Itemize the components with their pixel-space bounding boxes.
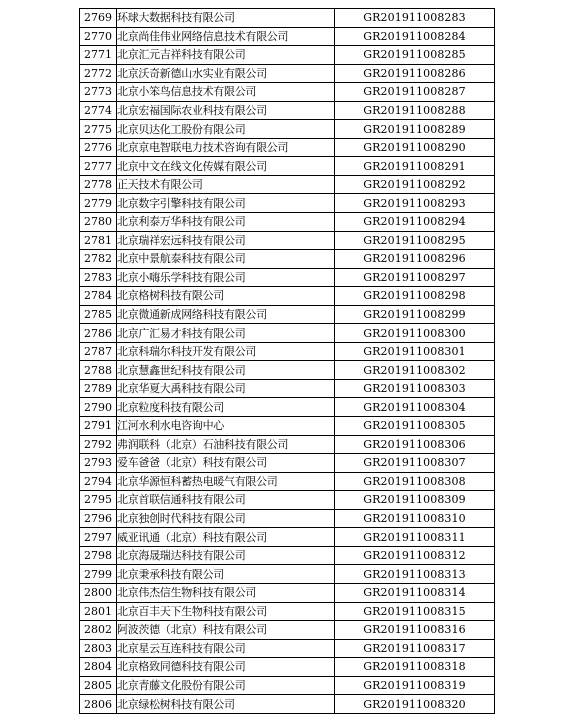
certificate-number: GR201911008312: [335, 546, 495, 565]
certificate-number: GR201911008298: [335, 287, 495, 306]
row-number: 2797: [80, 528, 117, 547]
table-row: [80, 565, 495, 584]
row-number: 2806: [80, 695, 117, 714]
company-name: 弗润联科（北京）石油科技有限公司: [117, 435, 335, 454]
table-row: [80, 509, 495, 528]
company-name: 北京格致同德科技有限公司: [117, 658, 335, 677]
table-row: [80, 398, 495, 417]
company-name: 北京秉承科技有限公司: [117, 565, 335, 584]
row-number: 2795: [80, 491, 117, 510]
certificate-number: GR201911008303: [335, 379, 495, 398]
table-row: [80, 528, 495, 547]
company-name: 北京华夏大禹科技有限公司: [117, 379, 335, 398]
company-name: 北京瑞祥宏远科技有限公司: [117, 231, 335, 250]
table-row: [80, 472, 495, 491]
certificate-number: GR201911008317: [335, 639, 495, 658]
certificate-number: GR201911008292: [335, 175, 495, 194]
certificate-number: GR201911008295: [335, 231, 495, 250]
certificate-number: GR201911008311: [335, 528, 495, 547]
table-row: [80, 194, 495, 213]
certificate-number: GR201911008301: [335, 342, 495, 361]
company-name: 阿波茨德（北京）科技有限公司: [117, 621, 335, 640]
table-row: [80, 639, 495, 658]
table-row: [80, 583, 495, 602]
company-name: 北京华源恒科蓄热电暖气有限公司: [117, 472, 335, 491]
row-number: 2803: [80, 639, 117, 658]
certificate-number: GR201911008286: [335, 64, 495, 83]
row-number: 2785: [80, 305, 117, 324]
table-row: [80, 435, 495, 454]
certificate-number: GR201911008307: [335, 454, 495, 473]
company-name: 北京绿松树科技有限公司: [117, 695, 335, 714]
certificate-number: GR201911008287: [335, 83, 495, 102]
company-name: 北京星云互连科技有限公司: [117, 639, 335, 658]
certificate-number: GR201911008294: [335, 213, 495, 232]
certificate-number: GR201911008290: [335, 138, 495, 157]
row-number: 2778: [80, 175, 117, 194]
certificate-number: GR201911008283: [335, 9, 495, 28]
company-name: 北京数字引擎科技有限公司: [117, 194, 335, 213]
company-name: 环球大数据科技有限公司: [117, 9, 335, 28]
table-row: [80, 287, 495, 306]
table-row: [80, 324, 495, 343]
certificate-table: [79, 8, 495, 714]
certificate-number: GR201911008318: [335, 658, 495, 677]
table-row: [80, 602, 495, 621]
company-name: 威亚讯通（北京）科技有限公司: [117, 528, 335, 547]
company-name: 北京海晟瑞达科技有限公司: [117, 546, 335, 565]
certificate-number: GR201911008308: [335, 472, 495, 491]
table-body: [80, 9, 495, 714]
certificate-number: GR201911008297: [335, 268, 495, 287]
row-number: 2779: [80, 194, 117, 213]
company-name: 北京中文在线文化传媒有限公司: [117, 157, 335, 176]
certificate-number: GR201911008304: [335, 398, 495, 417]
company-name: 北京小嗨乐学科技有限公司: [117, 268, 335, 287]
table-row: [80, 46, 495, 65]
row-number: 2773: [80, 83, 117, 102]
table-row: [80, 695, 495, 714]
company-name: 爱车爸爸（北京）科技有限公司: [117, 454, 335, 473]
row-number: 2801: [80, 602, 117, 621]
row-number: 2772: [80, 64, 117, 83]
row-number: 2791: [80, 417, 117, 436]
certificate-number: GR201911008305: [335, 417, 495, 436]
table-row: [80, 546, 495, 565]
company-name: 北京微通新成网络科技有限公司: [117, 305, 335, 324]
row-number: 2794: [80, 472, 117, 491]
company-name: 北京京电智联电力技术咨询有限公司: [117, 138, 335, 157]
table-row: [80, 83, 495, 102]
table-row: [80, 491, 495, 510]
table-row: [80, 658, 495, 677]
certificate-number: GR201911008293: [335, 194, 495, 213]
table-row: [80, 305, 495, 324]
company-name: 北京格树科技有限公司: [117, 287, 335, 306]
table-row: [80, 120, 495, 139]
company-name: 正天技术有限公司: [117, 175, 335, 194]
row-number: 2776: [80, 138, 117, 157]
row-number: 2784: [80, 287, 117, 306]
row-number: 2771: [80, 46, 117, 65]
row-number: 2792: [80, 435, 117, 454]
company-name: 北京独创时代科技有限公司: [117, 509, 335, 528]
company-name: 北京贝达化工股份有限公司: [117, 120, 335, 139]
table-row: [80, 417, 495, 436]
row-number: 2780: [80, 213, 117, 232]
row-number: 2788: [80, 361, 117, 380]
company-name: 北京慧鑫世纪科技有限公司: [117, 361, 335, 380]
row-number: 2804: [80, 658, 117, 677]
certificate-number: GR201911008319: [335, 676, 495, 695]
company-name: 北京沃奇新德山水实业有限公司: [117, 64, 335, 83]
row-number: 2789: [80, 379, 117, 398]
row-number: 2796: [80, 509, 117, 528]
row-number: 2805: [80, 676, 117, 695]
table-row: [80, 9, 495, 28]
company-name: 北京科瑞尔科技开发有限公司: [117, 342, 335, 361]
company-name: 江河水利水电咨询中心: [117, 417, 335, 436]
certificate-number: GR201911008302: [335, 361, 495, 380]
certificate-number: GR201911008306: [335, 435, 495, 454]
company-name: 北京中景航泰科技有限公司: [117, 250, 335, 269]
table-row: [80, 175, 495, 194]
certificate-number: GR201911008299: [335, 305, 495, 324]
company-name: 北京伟杰信生物科技有限公司: [117, 583, 335, 602]
table-row: [80, 454, 495, 473]
table-row: [80, 157, 495, 176]
row-number: 2769: [80, 9, 117, 28]
company-name: 北京汇元吉祥科技有限公司: [117, 46, 335, 65]
row-number: 2786: [80, 324, 117, 343]
table-row: [80, 379, 495, 398]
table-row: [80, 64, 495, 83]
certificate-number: GR201911008320: [335, 695, 495, 714]
table-row: [80, 27, 495, 46]
company-name: 北京青藤文化股份有限公司: [117, 676, 335, 695]
row-number: 2800: [80, 583, 117, 602]
certificate-number: GR201911008285: [335, 46, 495, 65]
row-number: 2798: [80, 546, 117, 565]
certificate-number: GR201911008314: [335, 583, 495, 602]
row-number: 2782: [80, 250, 117, 269]
table-row: [80, 342, 495, 361]
table-row: [80, 213, 495, 232]
table-row: [80, 250, 495, 269]
table-row: [80, 138, 495, 157]
row-number: 2781: [80, 231, 117, 250]
row-number: 2774: [80, 101, 117, 120]
certificate-number: GR201911008300: [335, 324, 495, 343]
row-number: 2777: [80, 157, 117, 176]
certificate-number: GR201911008309: [335, 491, 495, 510]
row-number: 2775: [80, 120, 117, 139]
company-name: 北京利泰万华科技有限公司: [117, 213, 335, 232]
table-row: [80, 676, 495, 695]
row-number: 2802: [80, 621, 117, 640]
company-name: 北京首联信通科技有限公司: [117, 491, 335, 510]
table-row: [80, 101, 495, 120]
row-number: 2770: [80, 27, 117, 46]
row-number: 2787: [80, 342, 117, 361]
certificate-number: GR201911008313: [335, 565, 495, 584]
table-row: [80, 231, 495, 250]
table-row: [80, 268, 495, 287]
row-number: 2790: [80, 398, 117, 417]
company-name: 北京百丰天下生物科技有限公司: [117, 602, 335, 621]
table-row: [80, 621, 495, 640]
company-name: 北京粒度科技有限公司: [117, 398, 335, 417]
certificate-number: GR201911008296: [335, 250, 495, 269]
row-number: 2783: [80, 268, 117, 287]
company-name: 北京宏福国际农业科技有限公司: [117, 101, 335, 120]
certificate-number: GR201911008315: [335, 602, 495, 621]
row-number: 2793: [80, 454, 117, 473]
company-name: 北京小笨鸟信息技术有限公司: [117, 83, 335, 102]
certificate-number: GR201911008284: [335, 27, 495, 46]
company-name: 北京广汇易才科技有限公司: [117, 324, 335, 343]
table-row: [80, 361, 495, 380]
certificate-number: GR201911008289: [335, 120, 495, 139]
certificate-number: GR201911008291: [335, 157, 495, 176]
row-number: 2799: [80, 565, 117, 584]
certificate-number: GR201911008310: [335, 509, 495, 528]
certificate-number: GR201911008316: [335, 621, 495, 640]
company-name: 北京尚佳伟业网络信息技术有限公司: [117, 27, 335, 46]
certificate-number: GR201911008288: [335, 101, 495, 120]
